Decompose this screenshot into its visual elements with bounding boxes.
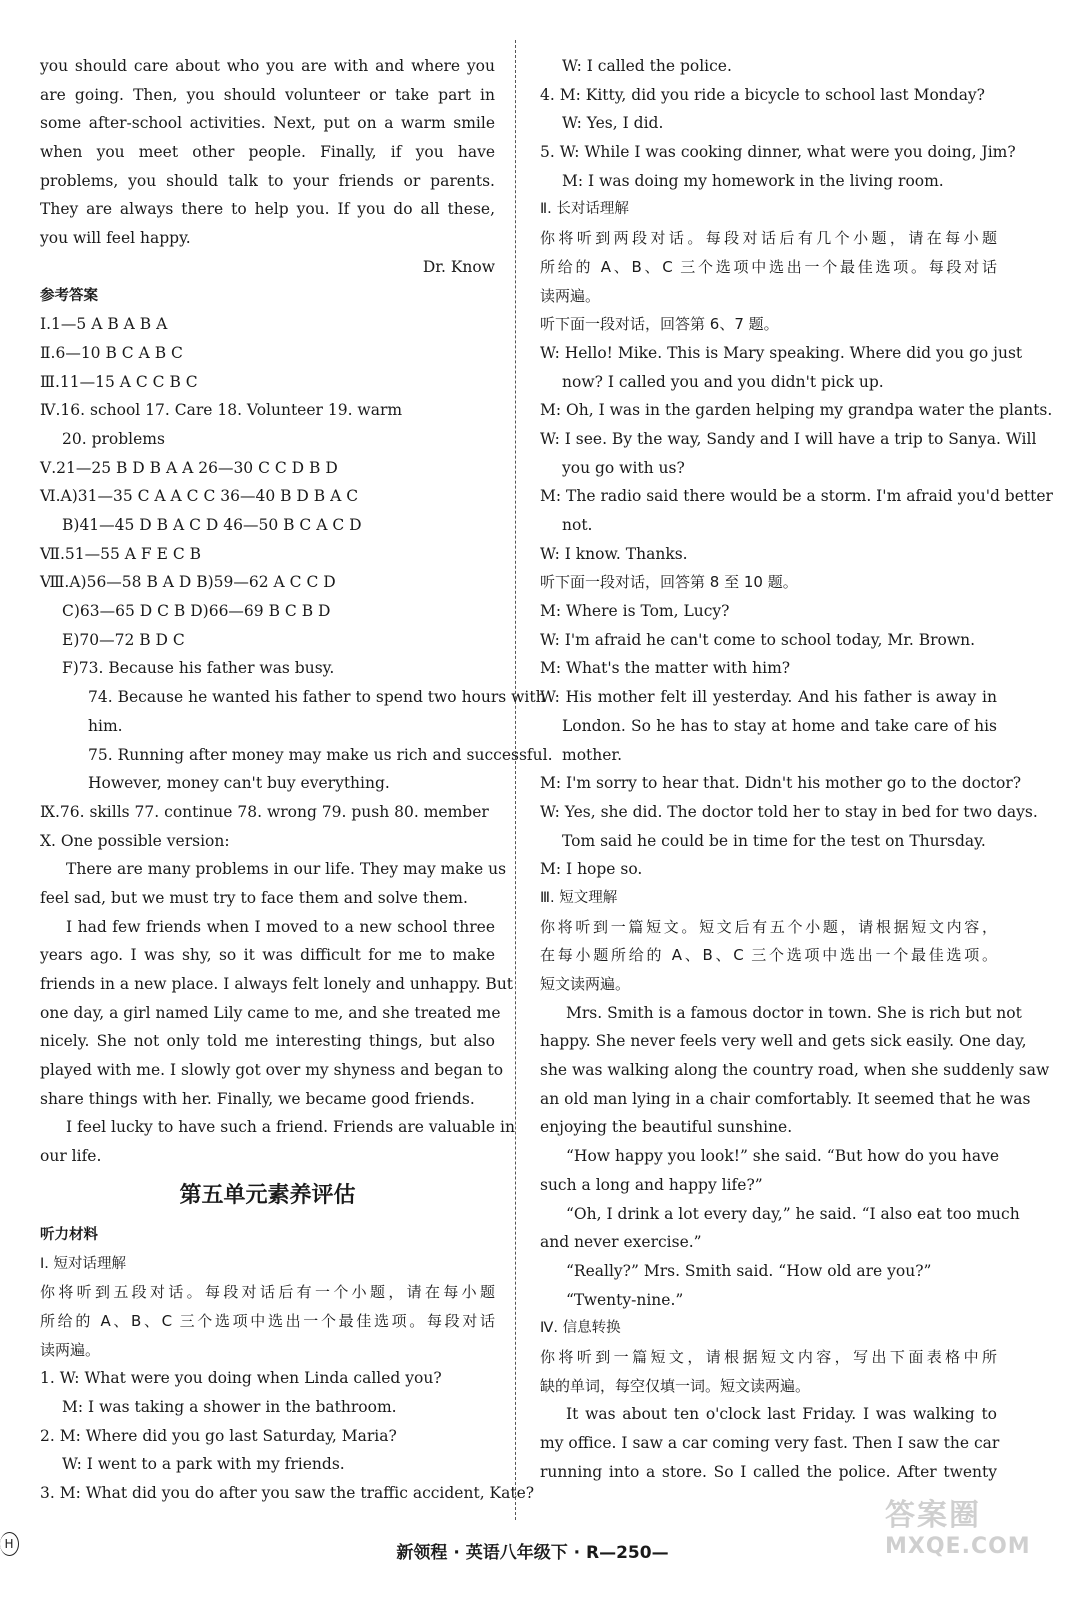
- text-line: 74. Because he wanted his father to spend two hours with: [88, 688, 546, 707]
- text-line: 75. Running after money may make us rich and successful.: [88, 745, 553, 764]
- text-line: are going. Then, you should volunteer or take part in: [40, 85, 495, 104]
- text-line: our life.: [40, 1147, 102, 1166]
- subsection-heading: Ⅱ. 长对话理解: [540, 201, 629, 218]
- subsection-heading: Ⅳ. 信息转换: [540, 1320, 621, 1337]
- text-line: Ⅴ.21—25 B D B A A 26—30 C C D B D: [40, 458, 338, 477]
- text-line: him.: [88, 716, 123, 735]
- text-line: F)73. Because his father was busy.: [62, 659, 335, 678]
- watermark-url: MXQE.COM: [885, 1534, 1031, 1559]
- text-line: M: What's the matter with him?: [540, 659, 791, 678]
- text-line: 所给的 A、B、C 三个选项中选出一个最佳选项。每段对话: [540, 257, 997, 276]
- text-line: “Really?” Mrs. Smith said. “How old are you?”: [566, 1261, 932, 1280]
- text-line: 3. M: What did you do after you saw the traffic accident, Kate?: [40, 1484, 535, 1502]
- text-line: W: I'm afraid he can't come to school today, Mr. Brown.: [540, 630, 976, 649]
- text-line: when you meet other people. Finally, if you have: [40, 143, 495, 162]
- text-line: W: I went to a park with my friends.: [62, 1455, 345, 1474]
- text-line: played with me. I slowly got over my shyness and began to: [40, 1061, 504, 1080]
- page-footer: 新领程 · 英语八年级下 · R—250—: [396, 1543, 669, 1563]
- text-line: 你将听到两段对话。每段对话后有几个小题，请在每小题: [540, 229, 997, 248]
- text-line: not.: [562, 516, 593, 534]
- left-column: [40, 52, 553, 1508]
- text-line: W: His mother felt ill yesterday. And his father is away in: [540, 688, 997, 707]
- text-line: 2. M: Where did you go last Saturday, Maria?: [40, 1426, 397, 1445]
- text-line: you should care about who you are with and where you: [40, 57, 495, 75]
- text-line: W: Hello! Mike. This is Mary speaking. Where did you go just: [540, 343, 1023, 362]
- column-divider: [515, 40, 516, 1520]
- section-title: 第五单元素养评估: [179, 1182, 356, 1208]
- text-line: M: I was taking a shower in the bathroom.: [62, 1397, 397, 1416]
- text-line: 20. problems: [62, 429, 165, 448]
- text-line: London. So he has to stay at home and take care of his: [562, 716, 997, 735]
- text-line: one day, a girl named Lily came to me, and she treated me: [40, 1003, 501, 1022]
- text-line: Ⅰ.1—5 A B A B A: [40, 315, 168, 334]
- text-line: 你将听到一篇短文，请根据短文内容，写出下面表格中所: [540, 1347, 997, 1366]
- text-line: friends in a new place. I always felt lonely and unhappy. But: [40, 975, 514, 993]
- text-line: 5. W: While I was cooking dinner, what were you doing, Jim?: [540, 143, 1016, 162]
- text-line: However, money can't buy everything.: [88, 774, 390, 793]
- text-line: she was walking along the country road, when she suddenly saw: [540, 1061, 1050, 1080]
- text-line: now? I called you and you didn't pick up.: [562, 372, 884, 391]
- text-line: Ⅵ.A)31—35 C A A C C 36—40 B D B A C: [40, 487, 359, 506]
- text-line: enjoying the beautiful sunshine.: [540, 1118, 793, 1137]
- text-line: 在每小题所给的 A、B、C 三个选项中选出一个最佳选项。: [540, 946, 997, 965]
- text-line: an old man lying in a chair comfortably. It seemed that he was: [540, 1089, 1031, 1108]
- text-line: W: Yes, she did. The doctor told her to stay in bed for two days.: [540, 802, 1038, 821]
- text-line: “Twenty-nine.”: [566, 1290, 684, 1309]
- page-marker: H: [0, 1532, 19, 1556]
- text-line: W: I see. By the way, Sandy and I will have a trip to Sanya. Will: [540, 429, 1037, 448]
- text-line: 缺的单词，每空仅填一词。短文读两遍。: [540, 1376, 811, 1395]
- text-line: There are many problems in our life. They may make us: [66, 860, 507, 879]
- watermark-text: 答案圈: [885, 1498, 981, 1533]
- text-line: 短文读两遍。: [540, 975, 631, 993]
- text-line: Mrs. Smith is a famous doctor in town. She is rich but not: [566, 1003, 1022, 1022]
- text-line: Ⅳ.16. school 17. Care 18. Volunteer 19. warm: [40, 401, 403, 420]
- text-line: 4. M: Kitty, did you ride a bicycle to school last Monday?: [540, 85, 985, 104]
- text-line: I had few friends when I moved to a new school three: [66, 917, 495, 936]
- right-column: [540, 52, 1053, 1486]
- section-heading: 听力材料: [40, 1226, 98, 1243]
- text-line: feel sad, but we must try to face them and solve them.: [40, 888, 468, 907]
- text-line: and never exercise.”: [540, 1233, 702, 1252]
- text-line: 听下面一段对话，回答第 8 至 10 题。: [540, 573, 798, 592]
- text-line: 读两遍。: [540, 286, 601, 305]
- text-line: Ⅸ.76. skills 77. continue 78. wrong 79. push 80. member: [40, 802, 489, 821]
- text-line: I feel lucky to have such a friend. Friends are valuable in: [66, 1118, 515, 1137]
- text-line: mother.: [562, 745, 623, 764]
- text-line: 你将听到一篇短文。短文后有五个小题，请根据短文内容，: [540, 917, 997, 936]
- watermark-logo: [885, 1490, 1055, 1590]
- text-line: such a long and happy life?”: [540, 1175, 763, 1194]
- text-line: Ⅱ.6—10 B C A B C: [40, 343, 183, 362]
- text-line: “How happy you look!” she said. “But how do you have: [566, 1147, 1000, 1166]
- text-line: 所给的 A、B、C 三个选项中选出一个最佳选项。每段对话: [40, 1311, 495, 1330]
- text-line: Tom said he could be in time for the test on Thursday.: [562, 831, 986, 850]
- text-line: M: Oh, I was in the garden helping my grandpa water the plants.: [540, 401, 1053, 420]
- text-line: Dr. Know: [422, 257, 495, 276]
- text-line: B)41—45 D B A C D 46—50 B C A C D: [62, 516, 362, 534]
- text-line: M: I'm sorry to hear that. Didn't his mother go to the doctor?: [540, 774, 1022, 793]
- text-line: M: The radio said there would be a storm. I'm afraid you'd better: [540, 487, 1053, 506]
- text-line: Ⅹ. One possible version:: [40, 831, 230, 850]
- text-line: running into a store. So I called the police. After twenty: [540, 1462, 997, 1481]
- text-line: It was about ten o'clock last Friday. I was walking to: [566, 1405, 997, 1424]
- text-line: years ago. I was shy, so it was difficult for me to make: [40, 946, 495, 965]
- text-line: Ⅷ.A)56—58 B A D B)59—62 A C C D: [40, 573, 336, 592]
- text-line: 读两遍。: [40, 1340, 101, 1359]
- subsection-heading: Ⅲ. 短文理解: [540, 889, 618, 906]
- text-line: share things with her. Finally, we became good friends.: [40, 1089, 475, 1108]
- text-line: M: I hope so.: [540, 860, 643, 879]
- text-line: W: I called the police.: [562, 57, 732, 75]
- text-line: They are always there to help you. If you do all these,: [40, 200, 495, 219]
- text-line: problems, you should talk to your friends or parents.: [40, 171, 495, 190]
- section-heading: 参考答案: [40, 287, 98, 304]
- text-line: my office. I saw a car coming very fast. Then I saw the car: [540, 1434, 1000, 1452]
- text-line: E)70—72 B D C: [62, 630, 185, 649]
- text-line: you go with us?: [562, 458, 685, 477]
- text-line: Ⅲ.11—15 A C C B C: [40, 372, 198, 391]
- text-line: M: Where is Tom, Lucy?: [540, 602, 730, 621]
- text-line: W: Yes, I did.: [562, 114, 664, 133]
- text-line: nicely. She not only told me interesting things, but also: [40, 1032, 495, 1051]
- text-line: “Oh, I drink a lot every day,” he said. “I also eat too much: [566, 1204, 1020, 1223]
- text-line: 听下面一段对话，回答第 6、7 题。: [540, 315, 779, 334]
- text-line: happy. She never feels very well and gets sick easily. One day,: [540, 1032, 1027, 1051]
- text-line: some after-school activities. Next, put on a warm smile: [40, 114, 495, 133]
- text-line: W: I know. Thanks.: [540, 544, 688, 563]
- subsection-heading: Ⅰ. 短对话理解: [40, 1255, 126, 1272]
- text-line: 1. W: What were you doing when Linda called you?: [40, 1369, 442, 1388]
- text-line: M: I was doing my homework in the living room.: [562, 171, 944, 190]
- text-line: 你将听到五段对话。每段对话后有一个小题，请在每小题: [40, 1283, 495, 1302]
- text-line: you will feel happy.: [40, 229, 191, 248]
- text-line: C)63—65 D C B D)66—69 B C B D: [62, 602, 331, 621]
- text-line: Ⅶ.51—55 A F E C B: [40, 544, 202, 563]
